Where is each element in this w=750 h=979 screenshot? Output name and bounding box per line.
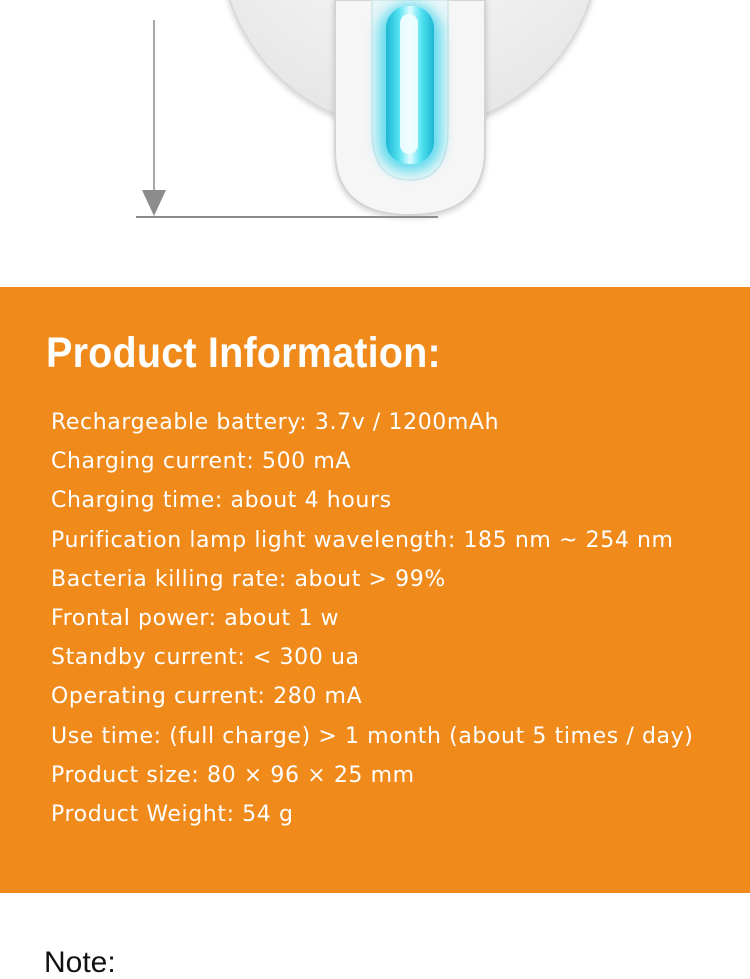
spec-list <box>51 403 693 834</box>
spec-wavelength: Purification lamp light wavelength: 185 nm ~ 254 nm <box>51 527 674 553</box>
product-information-title: Product Information: <box>46 329 441 377</box>
dimension-arrow-head-icon <box>142 190 166 216</box>
note-section <box>0 893 750 979</box>
spec-charging-time: Charging time: about 4 hours <box>51 488 392 514</box>
spec-product-weight: Product Weight: 54 g <box>51 801 294 827</box>
spec-frontal-power: Frontal power: about 1 w <box>51 605 340 631</box>
spec-battery: Rechargeable battery: 3.7v / 1200mAh <box>51 410 500 435</box>
spec-operating-current: Operating current: 280 mA <box>51 684 363 710</box>
spec-product-size: Product size: 80 × 96 × 25 mm <box>51 762 415 788</box>
spec-charging-current: Charging current: 500 mA <box>51 449 352 475</box>
product-photo-section <box>0 0 750 287</box>
uv-lamp-core <box>400 14 418 154</box>
spec-standby-current: Standby current: < 300 ua <box>51 645 360 671</box>
note-label: Note: <box>44 946 116 979</box>
product-photo <box>0 0 750 287</box>
product-information-panel <box>0 287 750 893</box>
spec-use-time: Use time: (full charge) > 1 month (about 5 times / day) <box>51 723 694 749</box>
spec-killing-rate: Bacteria killing rate: about > 99% <box>51 566 446 592</box>
